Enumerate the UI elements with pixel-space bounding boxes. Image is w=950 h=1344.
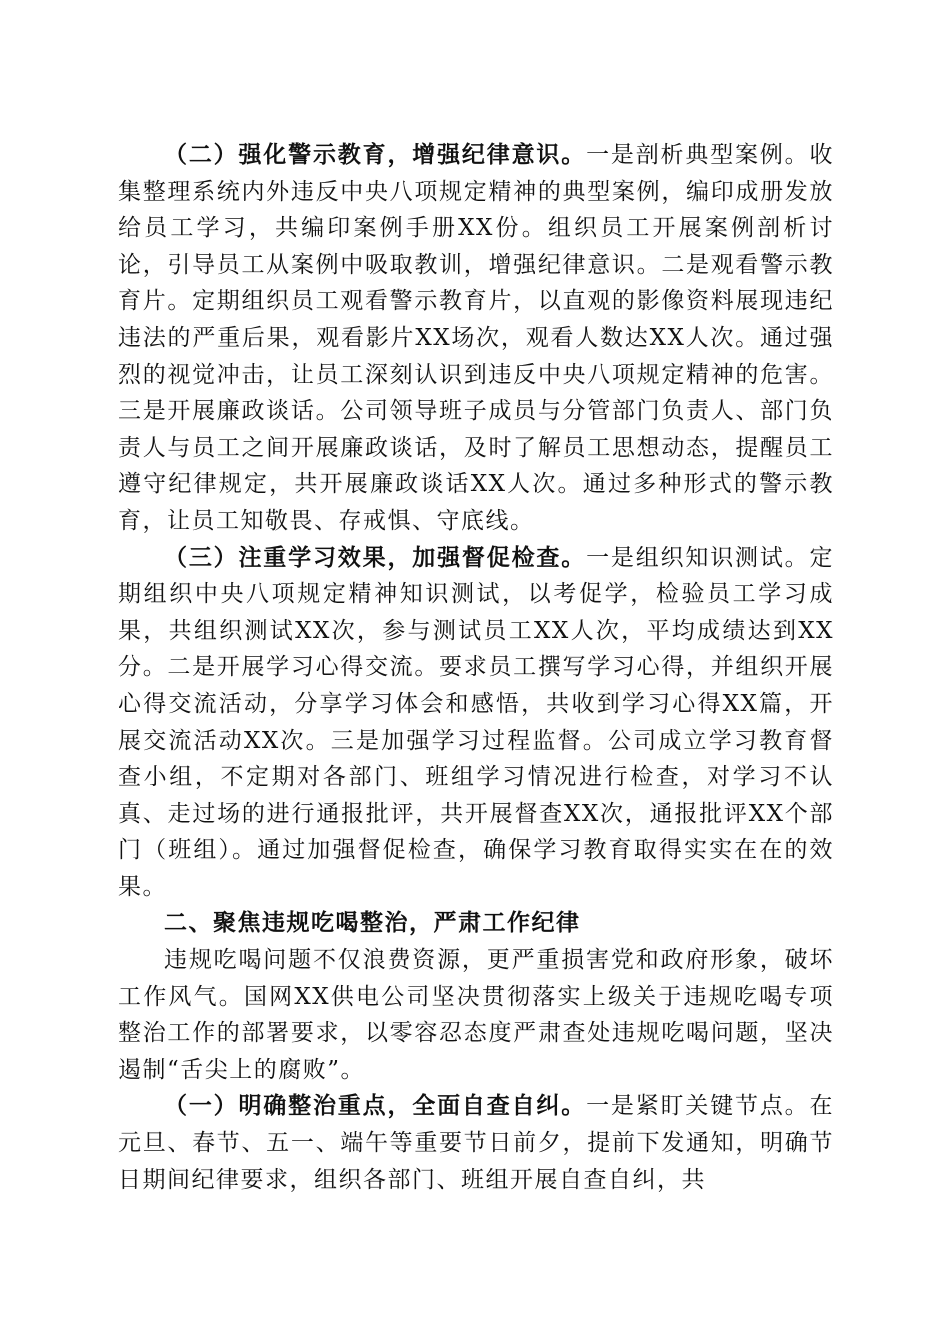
paragraph-study-effect [118, 540, 834, 906]
paragraph-text: 一是紧盯关键节点。在元旦、春节、五一、端午等重要节日前夕，提前下发通知，明确节日期间纪律要求，组织各部门、班组开展自查自纠，共 [118, 1093, 835, 1193]
paragraph-warning-education [118, 137, 834, 540]
paragraph-lead: （三）注重学习效果，加强督促检查。 [164, 543, 587, 571]
paragraph-lead: （一）明确整治重点，全面自查自纠。 [164, 1092, 587, 1120]
paragraph-text: 一是组织知识测试。定期组织中央八项规定精神知识测试，以考促学，检验员工学习成果，共组织测试XX次，参与测试员工XX人次，平均成绩达到XX分。二是开展学习心得交流。要求员工撰写学习心得，并组织开展心得交流活动，分享学习体会和感悟，共收到学习心得XX篇，开展交流活动XX次。三是加强学习过程监督。公司成立学习教育督查小组，不定期对各部门、班组学习情况进行检查，对学习不认真、走过场的进行通报批评，共开展督查XX次，通报批评XX个部门（班组）。通过加强督促检查，确保学习教育取得实实在在的效果。 [118, 544, 835, 900]
paragraph-text: 一是剖析典型案例。收集整理系统内外违反中央八项规定精神的典型案例，编印成册发放给员工学习，共编印案例手册XX份。组织员工开展案例剖析讨论，引导员工从案例中吸取教训，增强纪律意识。二是观看警示教育片。定期组织员工观看警示教育片，以直观的影像资料展现违纪违法的严重后果，观看影片XX场次，观看人数达XX人次。通过强烈的视觉冲击，让员工深刻认识到违反中央八项规定精神的危害。三是开展廉政谈话。公司领导班子成员与分管部门负责人、部门负责人与员工之间开展廉政谈话，及时了解员工思想动态，提醒员工遵守纪律规定，共开展廉政谈话XX人次。通过多种形式的警示教育，让员工知敬畏、存戒惧、守底线。 [118, 142, 835, 534]
paragraph-section-intro [118, 942, 834, 1088]
section-heading: 二、聚焦违规吃喝整治，严肃工作纪律 [164, 910, 581, 937]
document-body [118, 137, 834, 1198]
paragraph-lead: （二）强化警示教育，增强纪律意识。 [164, 141, 587, 168]
paragraph-text: 违规吃喝问题不仅浪费资源，更严重损害党和政府形象，破坏工作风气。国网XX供电公司坚决贯彻落实上级关于违规吃喝专项整治工作的部署要求，以零容忍态度严肃查处违规吃喝问题，坚决遏制“舌尖上的腐败”。 [118, 947, 834, 1083]
paragraph-self-inspection [118, 1088, 834, 1198]
